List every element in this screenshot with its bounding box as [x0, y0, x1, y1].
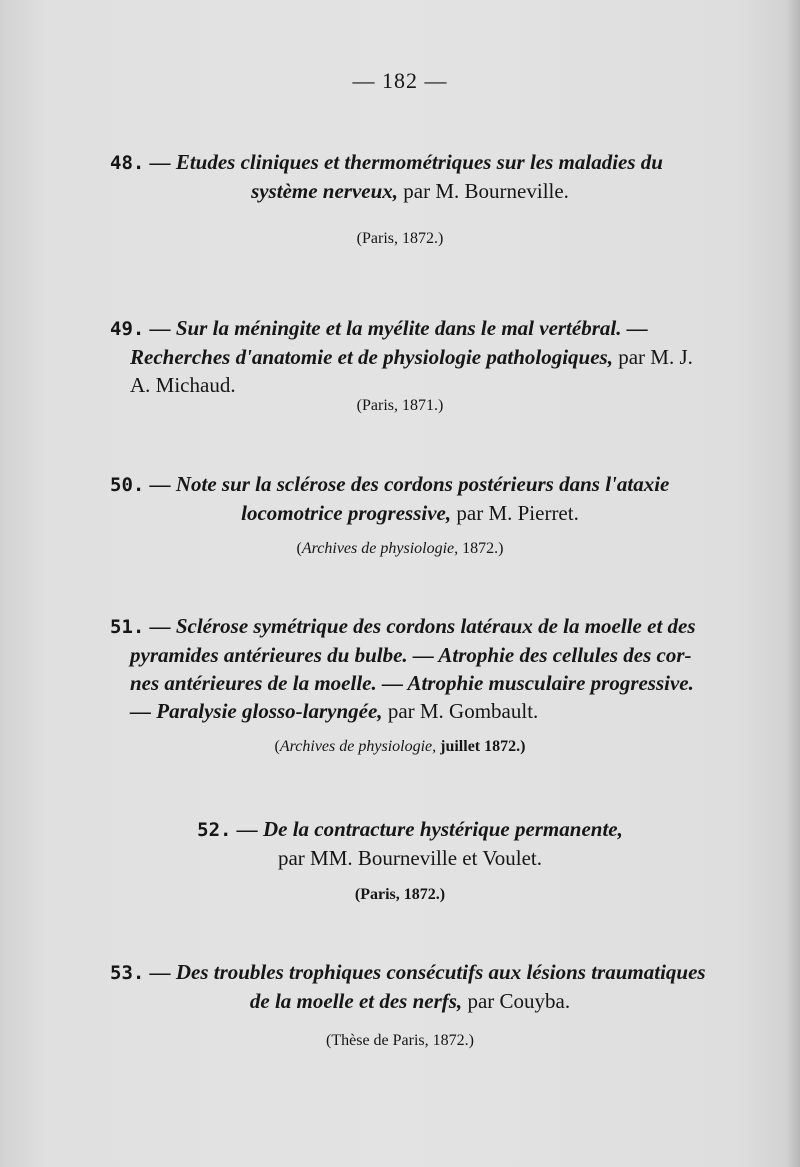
entry-line: [110, 499, 710, 527]
entry-title: système nerveux,: [251, 179, 399, 203]
entry-source: (Thèse de Paris, 1872.): [326, 1032, 474, 1049]
entry-title: de la moelle et des nerfs,: [249, 989, 463, 1013]
entry-line: [110, 987, 710, 1015]
entry-source: (Paris, 1872.): [356, 230, 444, 247]
entry-title: — Des troubles trophiques consécutifs aux lésions traumatiques: [149, 960, 706, 984]
entry-line: [110, 177, 710, 205]
entry-source: (Archives de physiologie, juillet 1872.): [274, 738, 526, 755]
entry-line: [110, 612, 710, 641]
bibliography-entry-53: [110, 958, 710, 1015]
bibliography-entry-48: [110, 148, 710, 205]
entry-title: — Note sur la sclérose des cordons postérieurs dans l'ataxie: [149, 472, 670, 496]
entry-author: par M. Pierret.: [451, 501, 579, 525]
entry-author: par Couyba.: [462, 989, 571, 1013]
source-journal: Archives de physiologie,: [279, 738, 437, 755]
entry-line: [110, 314, 710, 343]
entry-number: 52.: [197, 819, 232, 841]
entry-title: Recherches d'anatomie et de physiologie pathologiques,: [130, 345, 613, 369]
source-date: juillet 1872.): [436, 738, 526, 755]
entry-author: par M. J.: [612, 345, 693, 369]
entry-title: — De la contracture hystérique permanente,: [236, 817, 623, 841]
entry-author: par M. Gombault.: [382, 699, 539, 723]
bibliography-entry-51: [110, 612, 710, 725]
entry-line: [110, 371, 710, 399]
entry-author: par MM. Bourneville et Voulet.: [277, 846, 543, 870]
entry-title: nes antérieures de la moelle. — Atrophie musculaire progressive.: [130, 671, 694, 695]
entry-source: (Paris, 1871.): [356, 397, 444, 414]
bibliography-entry-49: [110, 314, 710, 399]
entry-title: pyramides antérieures du bulbe. — Atrophie des cellules des cor-: [130, 643, 692, 667]
entry-line: [110, 958, 710, 987]
entry-title: locomotrice progressive,: [241, 501, 452, 525]
source-date: 1872.): [458, 540, 504, 557]
entry-line: [110, 697, 710, 725]
entry-title: — Sur la méningite et la myélite dans le mal vertébral. —: [149, 316, 648, 340]
entry-title: — Paralysie glosso-laryngée,: [130, 699, 383, 723]
entry-author: par M. Bourneville.: [398, 179, 569, 203]
entry-number: 50.: [110, 474, 145, 496]
entry-line: [110, 844, 710, 872]
entry-source: (Paris, 1872.): [354, 886, 446, 903]
entry-line: [110, 815, 710, 844]
entry-number: 49.: [110, 318, 145, 340]
entry-line: [110, 148, 710, 177]
entry-title: — Sclérose symétrique des cordons latéraux de la moelle et des: [149, 614, 696, 638]
page-edge-shadow: [786, 0, 800, 1167]
page-number: — 182 —: [352, 68, 448, 93]
bibliography-entry-52: [110, 815, 710, 872]
entry-line: [110, 641, 710, 669]
entry-title: — Etudes cliniques et thermométriques sur les maladies du: [149, 150, 663, 174]
entry-number: 53.: [110, 962, 145, 984]
entry-line: [110, 669, 710, 697]
bibliography-entry-50: [110, 470, 710, 527]
entry-author: A. Michaud.: [130, 373, 236, 397]
entry-number: 48.: [110, 152, 145, 174]
entry-line: [110, 343, 710, 371]
entry-line: [110, 470, 710, 499]
entry-number: 51.: [110, 616, 145, 638]
entry-source: (Archives de physiologie, 1872.): [296, 540, 504, 557]
source-journal: Archives de physiologie,: [301, 540, 459, 557]
